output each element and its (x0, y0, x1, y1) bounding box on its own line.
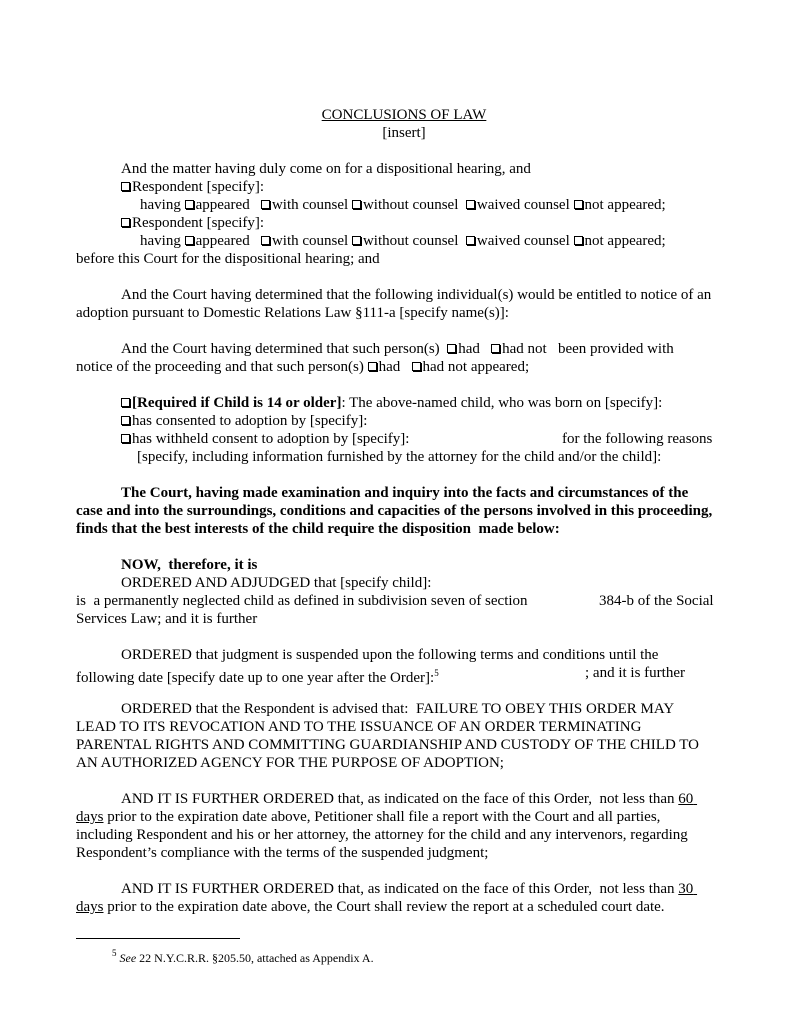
finding-line-3: finds that the best interests of the child require the disposition made below: (76, 521, 560, 537)
hearing-closing: before this Court for the dispositional hearing; and (76, 251, 380, 267)
report-line-1: AND IT IS FURTHER ORDERED that, as indicated on the face of this Order, not less than 60 (121, 791, 694, 807)
order-now: NOW, therefore, it is (121, 557, 258, 573)
notice-line-1: And the Court having determined that the following individual(s) would be entitled to notice of an (121, 287, 712, 303)
finding-line-2: case and into the surroundings, conditions and capacities of the persons involved in this proceeding, (76, 503, 713, 519)
suspended-line-1: ORDERED that judgment is suspended upon the following terms and conditions until the (121, 647, 659, 663)
checkbox[interactable] (574, 200, 583, 209)
checkbox[interactable] (447, 344, 456, 353)
checkbox[interactable] (352, 236, 361, 245)
checkbox[interactable] (491, 344, 500, 353)
appearance-options-2: having appeared with counsel without counsel waived counsel not appeared; (140, 233, 666, 249)
report-line-3: including Respondent and his or her attorney, the attorney for the child and any intervenors, regarding (76, 827, 688, 843)
advised-line-3: PARENTAL RIGHTS AND COMMITTING GUARDIANSHIP AND CUSTODY OF THE CHILD TO (76, 737, 700, 753)
checkbox[interactable] (412, 362, 421, 371)
checkbox[interactable] (121, 416, 130, 425)
report-line-4: Respondent’s compliance with the terms of the suspended judgment; (76, 845, 489, 861)
advised-line-1: ORDERED that the Respondent is advised that: FAILURE TO OBEY THIS ORDER MAY (121, 701, 675, 717)
consent-required: [Required if Child is 14 or older]: The above-named child, who was born on [specify]: (121, 394, 662, 412)
checkbox[interactable] (368, 362, 377, 371)
neglected-line-1: is a permanently neglected child as defined in subdivision seven of section (76, 593, 528, 609)
section-title: CONCLUSIONS OF LAW (321, 107, 487, 123)
advised-line-2: LEAD TO ITS REVOCATION AND TO THE ISSUANCE OF AN ORDER TERMINATING (76, 719, 642, 735)
notice-line-2: adoption pursuant to Domestic Relations Law §111-a [specify name(s)]: (76, 305, 509, 321)
advised-line-4: AN AUTHORIZED AGENCY FOR THE PURPOSE OF ADOPTION; (76, 755, 504, 771)
respondent-2: Respondent [specify]: (121, 214, 264, 232)
neglected-line-2: Services Law; and it is further (76, 611, 258, 627)
review-line-1: AND IT IS FURTHER ORDERED that, as indicated on the face of this Order, not less than 30 (121, 881, 694, 897)
review-line-2: days prior to the expiration date above, the Court shall review the report at a scheduled court date. (76, 899, 665, 915)
checkbox[interactable] (185, 236, 194, 245)
consent-withheld: has withheld consent to adoption by [specify]: (121, 430, 409, 448)
checkbox[interactable] (185, 200, 194, 209)
finding-line-1: The Court, having made examination and inquiry into the facts and circumstances of the (121, 485, 689, 501)
appearance-options-1: having appeared with counsel without counsel waived counsel not appeared; (140, 197, 666, 213)
consent-given: has consented to adoption by [specify]: (121, 412, 367, 430)
insert-placeholder: [insert] (382, 125, 426, 141)
report-line-2: days prior to the expiration date above, Petitioner shall file a report with the Court and all parties, (76, 809, 661, 825)
checkbox[interactable] (121, 398, 130, 407)
footnote-reference[interactable]: 5 (434, 668, 439, 678)
hearing-intro: And the matter having duly come on for a dispositional hearing, and (121, 161, 531, 177)
checkbox[interactable] (466, 200, 475, 209)
checkbox[interactable] (352, 200, 361, 209)
checkbox[interactable] (261, 200, 270, 209)
checkbox[interactable] (121, 182, 130, 191)
checkbox[interactable] (466, 236, 475, 245)
checkbox[interactable] (121, 218, 130, 227)
footnote-divider (76, 938, 240, 939)
respondent-1: Respondent [specify]: (121, 178, 264, 196)
suspended-line-2: following date [specify date up to one year after the Order]:$^5$ (76, 668, 439, 686)
checkbox[interactable] (261, 236, 270, 245)
checkbox[interactable] (121, 434, 130, 443)
consent-reasons: for the following reasons (562, 431, 713, 447)
order-adjudged: ORDERED AND ADJUDGED that [specify child]: (121, 575, 432, 591)
checkbox[interactable] (574, 236, 583, 245)
neglected-section: 384-b of the Social (599, 593, 714, 609)
suspended-further: ; and it is further (585, 665, 685, 681)
footnote: $^5$ See 22 N.Y.C.R.R. §205.50, attached as Appendix A. (112, 948, 374, 965)
provided-line-2: notice of the proceeding and that such person(s) had had not appeared; (76, 359, 530, 375)
consent-specify: [specify, including information furnished by the attorney for the child and/or the child]: (137, 449, 662, 465)
provided-line-1: And the Court having determined that such person(s) had had not been provided with (121, 341, 674, 357)
